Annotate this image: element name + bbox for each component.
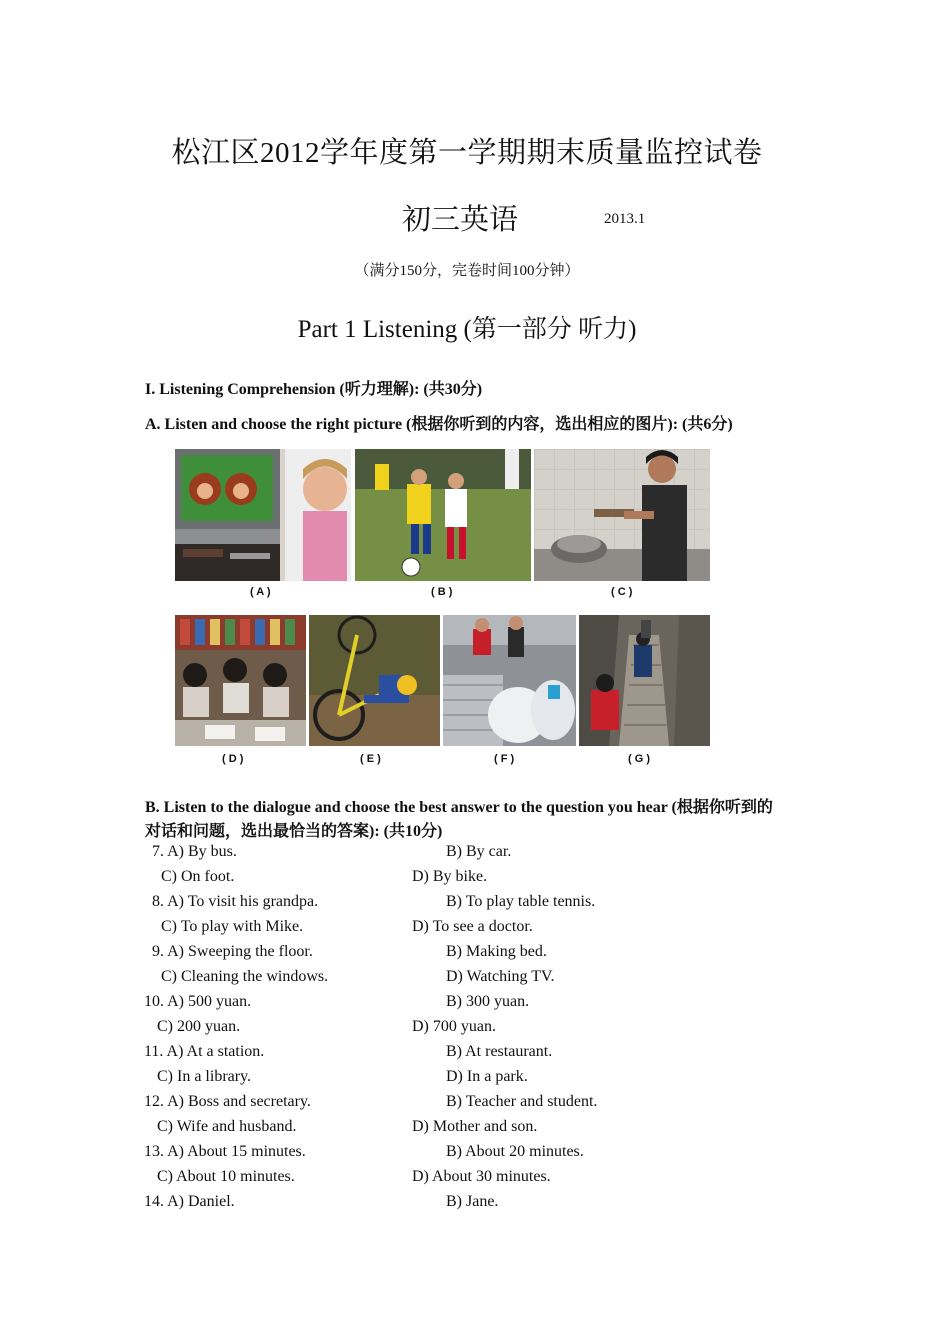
part-title: Part 1 Listening (第一部分 听力) [297, 316, 637, 343]
section-a-heading: A. Listen and choose the right picture (根据你听到的内容，选出相应的图片): (共6分) [145, 416, 733, 433]
q11-option-a: 11. A) At a station. [144, 1043, 265, 1060]
q8-option-c: C) To play with Mike. [161, 918, 304, 935]
q8-option-d: D) To see a doctor. [412, 918, 533, 935]
q10-option-c: C) 200 yuan. [157, 1018, 241, 1035]
q12-option-a: 12. A) Boss and secretary. [144, 1093, 311, 1110]
exam-note: （满分150分，完卷时间100分钟） [354, 263, 580, 279]
q10-option-b: B) 300 yuan. [446, 993, 530, 1010]
section-b-heading-line1: B. Listen to the dialogue and choose the best answer to the question you hear (根据你听到的 [145, 799, 773, 816]
q13-option-a: 13. A) About 15 minutes. [144, 1143, 306, 1160]
section-i-heading: I. Listening Comprehension (听力理解): (共30分) [145, 381, 483, 398]
q9-option-b: B) Making bed. [446, 943, 547, 960]
q13-option-d: D) About 30 minutes. [412, 1168, 551, 1185]
picture-f-shopping [443, 615, 576, 746]
q7-option-c: C) On foot. [161, 868, 235, 885]
picture-e-bike-fall [309, 615, 440, 746]
picture-d-caption: ( D ) [222, 753, 244, 765]
picture-g-caption: ( G ) [628, 753, 650, 765]
q10-option-d: D) 700 yuan. [412, 1018, 496, 1035]
q9-option-c: C) Cleaning the windows. [161, 968, 329, 985]
picture-e-caption: ( E ) [360, 753, 381, 765]
q13-option-b: B) About 20 minutes. [446, 1143, 584, 1160]
q14-option-b: B) Jane. [446, 1193, 499, 1210]
section-b-heading-line2: 对话和问题，选出最恰当的答案): (共10分) [145, 823, 443, 840]
exam-subtitle: 初三英语 [402, 204, 519, 236]
q14-option-a: 14. A) Daniel. [144, 1193, 235, 1210]
q8-option-a: 8. A) To visit his grandpa. [152, 893, 319, 910]
q10-option-a: 10. A) 500 yuan. [144, 993, 252, 1010]
q9-option-a: 9. A) Sweeping the floor. [152, 943, 313, 960]
picture-f-caption: ( F ) [494, 753, 515, 765]
q7-option-d: D) By bike. [412, 868, 488, 885]
picture-a-tv [175, 449, 351, 581]
q11-option-d: D) In a park. [446, 1068, 528, 1085]
q12-option-c: C) Wife and husband. [157, 1118, 297, 1135]
q9-option-d: D) Watching TV. [446, 968, 555, 985]
picture-a-caption: ( A ) [250, 586, 271, 598]
picture-b-football [355, 449, 531, 581]
q12-option-b: B) Teacher and student. [446, 1093, 598, 1110]
exam-title: 松江区2012学年度第一学期期末质量监控试卷 [171, 137, 763, 169]
q7-option-b: B) By car. [446, 843, 512, 860]
picture-b-caption: ( B ) [431, 586, 453, 598]
q13-option-c: C) About 10 minutes. [157, 1168, 295, 1185]
picture-g-hiking [579, 615, 710, 746]
q12-option-d: D) Mother and son. [412, 1118, 538, 1135]
q11-option-b: B) At restaurant. [446, 1043, 553, 1060]
q7-option-a: 7. A) By bus. [152, 843, 237, 860]
q11-option-c: C) In a library. [157, 1068, 252, 1085]
picture-c-caption: ( C ) [611, 586, 633, 598]
exam-date: 2013.1 [604, 211, 646, 227]
q8-option-b: B) To play table tennis. [446, 893, 596, 910]
picture-d-reading [175, 615, 306, 746]
picture-c-cooking [534, 449, 710, 581]
